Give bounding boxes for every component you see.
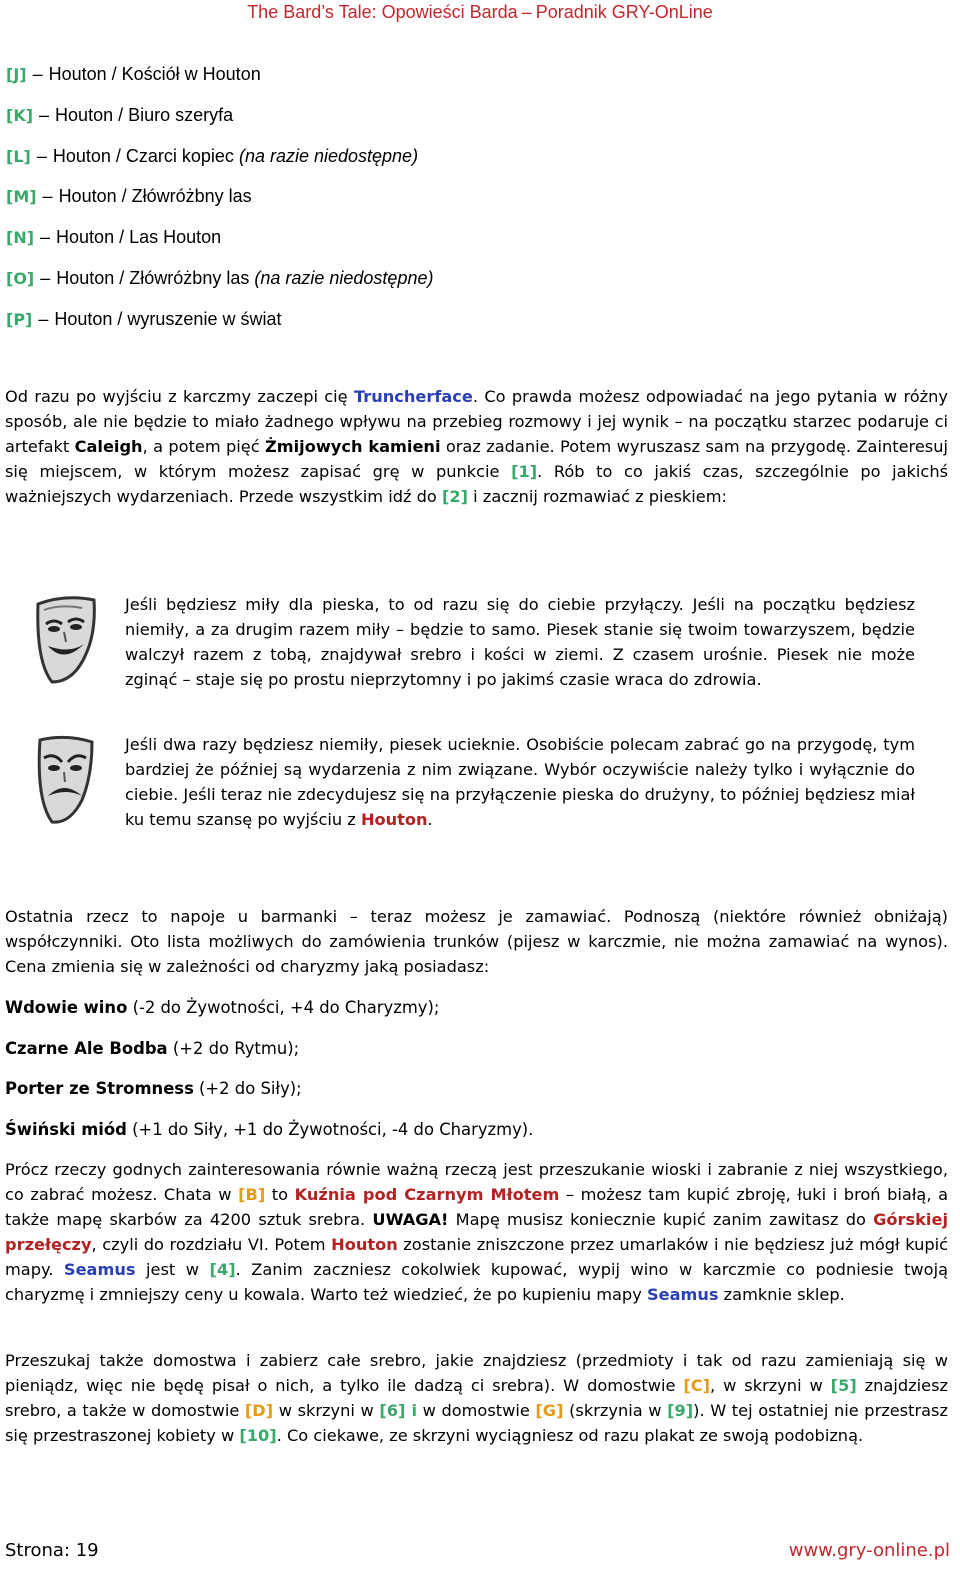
- drink-item: [5, 1036, 299, 1061]
- npc-seamus: Seamus: [646, 1285, 719, 1304]
- item-zmijowe-kamienie: Żmijowych kamieni: [265, 437, 441, 456]
- location-item: [6, 264, 433, 305]
- dash: –: [38, 308, 49, 329]
- page-header: [0, 2, 960, 23]
- location-item: [6, 142, 433, 183]
- location-item: [6, 101, 433, 142]
- paragraph-village-search: [5, 1157, 948, 1307]
- dash: –: [40, 227, 51, 248]
- location-code: [L]: [6, 146, 31, 166]
- text: Mapę musisz koniecznie kupić zanim zawitasz do: [448, 1210, 874, 1229]
- location-item: [6, 182, 433, 223]
- drink-name: Świński miód: [5, 1120, 127, 1139]
- text: Od razu po wyjściu z karczmy zaczepi cię: [5, 387, 354, 406]
- location-note: (na razie niedostępne): [254, 267, 434, 288]
- frowning-mask-icon: [30, 730, 100, 830]
- artifact-caleigh: Caleigh: [74, 437, 143, 456]
- note-friendly: Jeśli będziesz miły dla pieska, to od razu się do ciebie przyłączy. Jeśli na początku będziesz niemiły, a za drugim razem miły – będzie to samo. Piesek stanie się twoim towarzyszem, będzie walczył razem z tobą, znajdywał srebro i kości w ziemi. Z czasem urośnie. Piesek nie może zginąć – staje się po prostu nieprzytomny i po jakimś czasie wraca do zdrowia.: [125, 595, 915, 689]
- location-text: Houton / Złówróżbny las: [56, 267, 250, 288]
- location-text: Houton / Biuro szeryfa: [55, 104, 234, 125]
- location-text: Houton / Las Houton: [56, 227, 222, 248]
- drink-item: [5, 1117, 533, 1142]
- point-code: [1]: [511, 462, 538, 481]
- point-code: [6] i: [379, 1401, 418, 1420]
- point-code: [2]: [441, 487, 469, 506]
- text: i zacznij rozmawiać z pieskiem:: [468, 487, 727, 506]
- drink-name: Wdowie wino: [5, 998, 128, 1017]
- shop-kuznia: Kuźnia pod Czarnym Młotem: [294, 1185, 560, 1204]
- text: to: [265, 1185, 295, 1204]
- text: Przeszukaj także domostwa i zabierz całe srebro, jakie znajdziesz (przedmioty i tak od razu zamieniają się w pieniądz, więc nie będę pisał o nich, a tylko ile dadzą ci srebra). W domostwie: [5, 1351, 948, 1395]
- page-number: Strona: 19: [5, 1540, 99, 1561]
- text: . Zanim zaczniesz cokolwiek kupować, wypij wino w karczmie co podniesie twoją charyzmę i zmniejszy ceny u kowala. Warto też wiedzieć, że po kupieniu mapy: [5, 1260, 948, 1304]
- site-link[interactable]: www.gry-online.pl: [788, 1540, 950, 1561]
- location-text: Houton / Kościół w Houton: [48, 64, 261, 84]
- point-code: [5]: [830, 1376, 857, 1395]
- text: oraz zadanie. Potem wyruszasz sam na przygodę. Zainteresuj się miejscem, w którym możesz zapisać grę w punkcie: [5, 437, 948, 481]
- dash: –: [36, 145, 47, 166]
- text: w domostwie: [417, 1401, 536, 1420]
- location-gorska-przelecz: Górskiej przełęczy: [5, 1210, 949, 1254]
- paragraph-houses: [5, 1348, 948, 1448]
- text: zostanie zniszczone przez umarlaków i nie będziesz już mógł kupić mapy.: [5, 1235, 948, 1279]
- drink-effect: (+2 do Siły);: [193, 1079, 302, 1098]
- text: jest w: [135, 1260, 210, 1279]
- location-houton: Houton: [360, 810, 428, 829]
- dash: –: [32, 64, 43, 84]
- location-text: Houton / wyruszenie w świat: [54, 308, 282, 329]
- location-code: [J]: [6, 65, 27, 84]
- location-code: [M]: [6, 187, 37, 207]
- text: . Co prawda możesz odpowiadać na jego pytania w różny sposób, ale nie będzie to miało żadnego wpływu na przebieg rozmowy i jej wynik – na początku starzec podaruje ci artefakt: [5, 387, 948, 456]
- location-code: [N]: [6, 228, 35, 248]
- smiling-mask-icon: [30, 592, 100, 692]
- game-title: The Bard’s Tale: Opowieści Barda: [247, 2, 518, 22]
- paragraph-drinks-intro: Ostatnia rzecz to napoje u barmanki – teraz możesz je zamawiać. Podnoszą (niektóre również obniżają) współczynniki. Oto lista możliwych do zamówienia trunków (pijesz w karczmie, nie można zamawiać na wynos). Cena zmienia się w zależności od charyzmy jaką posiadasz:: [5, 907, 948, 976]
- location-houton: Houton: [331, 1235, 398, 1254]
- dash: –: [42, 186, 53, 207]
- text: Jeśli dwa razy będziesz niemiły, piesek ucieknie. Osobiście polecam zabrać go na przygodę, tym bardziej że później są wydarzenia z nim związane. Wybór oczywiście należy tylko i wyłącznie do ciebie. Jeśli teraz nie zdecydujesz się na przyłączenie pieska do drużyny, to później będziesz miał ku temu szansę po wyjściu z: [125, 735, 915, 829]
- text: (skrzynia w: [563, 1401, 668, 1420]
- text: . Rób to co jakiś czas, szczególnie po jakichś ważniejszych wydarzeniach. Przede wszystkim idź do: [5, 462, 949, 506]
- location-code: [K]: [6, 105, 34, 125]
- point-code: [4]: [209, 1260, 236, 1279]
- dash: –: [39, 104, 50, 125]
- drink-item: [5, 1076, 302, 1101]
- drink-name: Czarne Ale Bodba: [5, 1039, 168, 1058]
- npc-seamus: Seamus: [63, 1260, 136, 1279]
- location-text: Houton / Złówróżbny las: [58, 186, 252, 207]
- drink-name: Porter ze Stromness: [5, 1079, 194, 1098]
- guide-title: Poradnik GRY-OnLine: [535, 2, 713, 22]
- header-separator: –: [521, 2, 532, 22]
- npc-truncherface: Truncherface: [353, 387, 473, 406]
- location-item: [6, 223, 433, 264]
- point-code: [B]: [238, 1185, 266, 1204]
- text: , a potem pięć: [142, 437, 266, 456]
- location-code: [O]: [6, 268, 35, 288]
- text: .: [427, 810, 433, 829]
- location-item: [6, 305, 433, 346]
- drink-effect: (-2 do Żywotności, +4 do Charyzmy);: [127, 998, 440, 1017]
- text: – możesz tam kupić zbroję, łuki i broń białą, a także mapę skarbów za 4200 sztuk srebra.: [5, 1185, 948, 1229]
- location-list: [6, 60, 433, 346]
- text: , w skrzyni w: [710, 1376, 831, 1395]
- text: zamknie sklep.: [718, 1285, 845, 1304]
- text: , czyli do rozdziału VI. Potem: [91, 1235, 332, 1254]
- location-text: Houton / Czarci kopiec: [52, 145, 234, 166]
- text: ). W tej ostatniej nie przestrasz się przestraszonej kobiety w: [5, 1401, 948, 1445]
- point-code: [9]: [667, 1401, 694, 1420]
- location-code: [P]: [6, 309, 33, 329]
- text: Prócz rzeczy godnych zainteresowania równie ważną rzeczą jest przeszukanie wioski i zabranie z niej wszystkiego, co zabrać możesz. Chata w: [5, 1160, 948, 1204]
- point-code: [G]: [535, 1401, 564, 1420]
- text: . Co ciekawe, ze skrzyni wyciągniesz od razu plakat ze swoją podobizną.: [276, 1426, 864, 1445]
- point-code: [C]: [683, 1376, 711, 1395]
- location-note: (na razie niedostępne): [238, 145, 419, 166]
- note-unfriendly: [125, 732, 915, 832]
- drink-effect: (+1 do Siły, +1 do Żywotności, -4 do Charyzmy).: [126, 1120, 534, 1139]
- dash: –: [40, 267, 51, 288]
- point-code: [D]: [244, 1401, 274, 1420]
- warning-label: UWAGA!: [372, 1210, 449, 1229]
- text: w skrzyni w: [273, 1401, 380, 1420]
- paragraph-truncherface: [5, 384, 948, 509]
- drink-item: [5, 995, 439, 1020]
- drink-effect: (+2 do Rytmu);: [167, 1039, 300, 1058]
- text: znajdziesz srebro, a także w domostwie: [5, 1376, 948, 1420]
- location-item: [6, 60, 433, 101]
- point-code: [10]: [239, 1426, 277, 1445]
